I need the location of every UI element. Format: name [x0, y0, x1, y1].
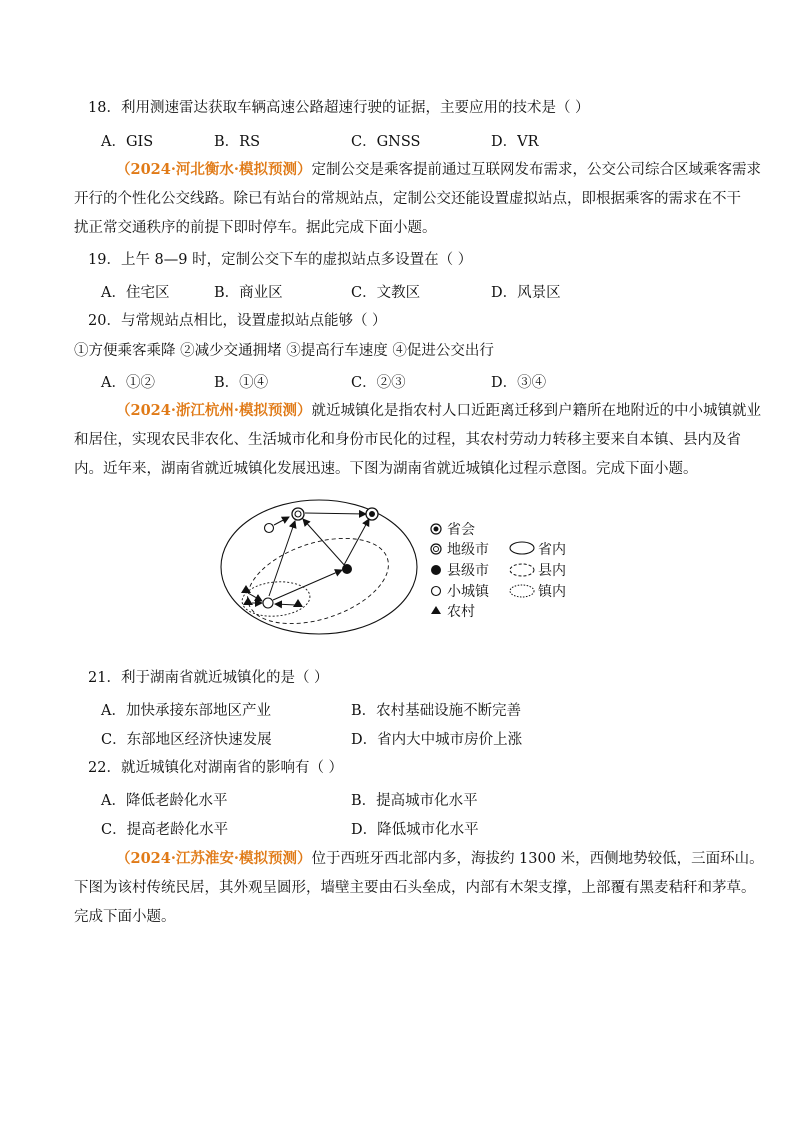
- village-node-1: [241, 585, 251, 593]
- passage2-line2: 和居住，实现农民非农化、生活城市化和身份市民化的过程，其农村劳动力转移主要来自本镇、县内及省: [74, 432, 741, 448]
- svg-text:县级市: 县级市: [447, 563, 489, 579]
- q20-stem: 20．与常规站点相比，设置虚拟站点能够（ ）: [88, 313, 387, 329]
- passage2-text-1: 就近城镇化是指农村人口近距离迁移到户籍所在地附近的中小城镇就业: [311, 403, 761, 419]
- q18-option-a: A．GIS: [101, 134, 154, 150]
- urbanization-diagram: [218, 497, 580, 647]
- legend-within-county: [510, 562, 566, 579]
- legend-within-town: [510, 583, 566, 600]
- svg-text:镇内: 镇内: [538, 584, 566, 600]
- arrow-small-town-to-prefecture: [274, 517, 289, 525]
- q18-stem: 18．利用测速雷达获取车辆高速公路超速行驶的证据，主要应用的技术是（ ）: [88, 100, 590, 116]
- passage3-text-1: 位于西班牙西北部内多，海拔约 1300 米，西侧地势较低，三面环山。: [311, 851, 764, 867]
- q18-option-b: B．RS: [214, 134, 261, 150]
- prefecture-city-node: [292, 508, 304, 520]
- passage3-line1: [116, 849, 764, 869]
- arrow-town-to-prefecture: [269, 521, 295, 596]
- province-boundary: [221, 500, 417, 634]
- svg-text:农村: 农村: [447, 604, 475, 620]
- q21-option-c: C．东部地区经济快速发展: [101, 732, 272, 748]
- q19-option-a: A．住宅区: [101, 285, 170, 301]
- q22-option-c: C．提高老龄化水平: [101, 822, 229, 838]
- passage1-text-1: 定制公交是乘客提前通过互联网发布需求，公交公司综合区域乘客需求: [311, 162, 761, 178]
- q22-option-a: A．降低老龄化水平: [101, 793, 228, 809]
- q21-option-b: B．农村基础设施不断完善: [351, 703, 522, 719]
- passage3-line2: 下图为该村传统民居，其外观呈圆形，墙壁主要由石头垒成，内部有木架支撑，上部覆有黑麦秸秆和茅草。: [74, 880, 756, 896]
- legend-small-town: [432, 583, 490, 600]
- legend-within-province: [510, 541, 566, 558]
- arrow-town-to-county: [273, 570, 342, 600]
- arrow-county-to-prefecture: [303, 519, 346, 567]
- county-city-node: [342, 564, 352, 574]
- passage1-line2: 开行的个性化公交线路。除已有站台的常规站点，定制公交还能设置虚拟站点，即根据乘客的需求在不干: [74, 191, 741, 207]
- passage2-source: （2024·浙江杭州·模拟预测）: [116, 402, 312, 419]
- legend-prefecture-city: [431, 541, 489, 558]
- small-town-node: [263, 598, 273, 608]
- village-node-2: [243, 597, 253, 605]
- passage3-line3: 完成下面小题。: [74, 909, 176, 925]
- arrow-village3-to-town: [275, 604, 296, 605]
- q22-option-d: D．降低城市化水平: [351, 822, 479, 838]
- passage1-source: （2024·河北衡水·模拟预测）: [116, 161, 312, 178]
- q19-option-d: D．风景区: [491, 285, 561, 301]
- passage1-line1: [116, 160, 761, 180]
- q20-option-d: D．③④: [491, 375, 547, 391]
- svg-text:省会: 省会: [447, 522, 475, 538]
- legend-village: [431, 603, 475, 620]
- svg-text:省内: 省内: [538, 542, 566, 558]
- provincial-capital-node: [366, 508, 378, 520]
- arrow-prefecture-to-capital: [305, 513, 366, 514]
- passage2-line3: 内。近年来，湖南省就近城镇化发展迅速。下图为湖南省就近城镇化过程示意图。完成下面小题。: [74, 461, 698, 477]
- q20-option-b: B．①④: [214, 375, 269, 391]
- arrow-village1-to-town: [248, 593, 262, 601]
- svg-text:小城镇: 小城镇: [447, 584, 489, 600]
- village-node-3: [293, 599, 303, 607]
- passage2-line1: [116, 401, 761, 421]
- q18-option-d: D．VR: [491, 134, 539, 150]
- q19-option-b: B．商业区: [214, 285, 283, 301]
- q19-option-c: C．文教区: [351, 285, 421, 301]
- q20-option-c: C．②③: [351, 375, 406, 391]
- legend-county-city: [431, 563, 489, 579]
- q21-option-d: D．省内大中城市房价上涨: [351, 732, 523, 748]
- svg-text:地级市: 地级市: [447, 542, 489, 558]
- q22-stem: 22．就近城镇化对湖南省的影响有（ ）: [88, 760, 344, 776]
- q21-stem: 21．利于湖南省就近城镇化的是（ ）: [88, 670, 329, 686]
- q19-stem: 19．上午 8—9 时，定制公交下车的虚拟站点多设置在（ ）: [88, 252, 473, 268]
- q18-option-c: C．GNSS: [351, 134, 421, 150]
- q22-option-b: B．提高城市化水平: [351, 793, 478, 809]
- q20-option-a: A．①②: [101, 375, 155, 391]
- legend-provincial-capital: [431, 521, 475, 538]
- passage3-source: （2024·江苏淮安·模拟预测）: [116, 850, 312, 867]
- q20-statements: ①方便乘客乘降 ②减少交通拥堵 ③提高行车速度 ④促进公交出行: [74, 343, 494, 359]
- arrow-county-to-capital: [344, 519, 369, 565]
- svg-text:县内: 县内: [538, 563, 566, 579]
- passage1-line3: 扰正常交通秩序的前提下即时停车。据此完成下面小题。: [74, 220, 437, 236]
- q21-option-a: A．加快承接东部地区产业: [101, 703, 271, 719]
- small-town-node-top: [265, 524, 274, 533]
